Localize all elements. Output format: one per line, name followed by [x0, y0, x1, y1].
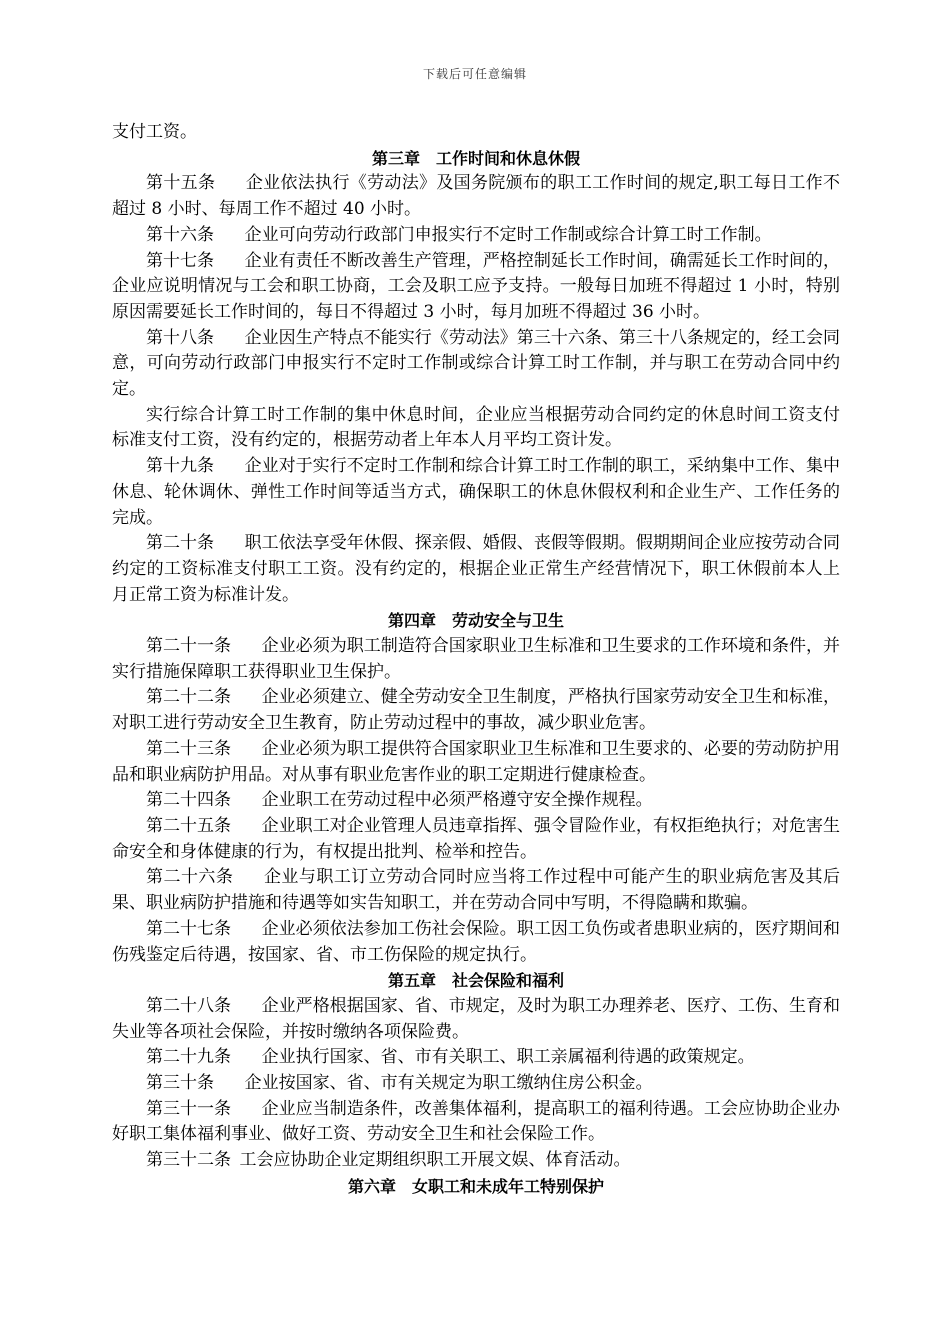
paragraph [112, 403, 840, 454]
paragraph-text: 企业必须建立、健全劳动安全卫生制度，严格执行国家劳动安全卫生和标准，对职工进行劳动安全卫生教育，防止劳动过程中的事故，减少职业危害。 [112, 687, 841, 734]
article-paragraph [112, 685, 840, 736]
paragraph-text: 企业必须为职工制造符合国家职业卫生标准和卫生要求的工作环境和条件，并实行措施保障职工获得职业卫生保护。 [112, 636, 841, 682]
article-number: 第三十条 [146, 1073, 214, 1094]
document-body [112, 120, 840, 1200]
article-paragraph [112, 917, 840, 968]
paragraph-text: 企业因生产特点不能实行《劳动法》第三十六条、第三十八条规定的，经工会同意，可向劳动行政部门申报实行不定时工作制或综合计算工时工作制，并与职工在劳动合同中约定。 [112, 327, 841, 400]
article-number: 第二十一条 [146, 636, 232, 657]
article-number: 第十七条 [146, 250, 215, 271]
article-paragraph [112, 1097, 840, 1148]
article-paragraph [112, 1071, 840, 1097]
article-paragraph [112, 634, 840, 685]
article-paragraph [112, 1045, 840, 1071]
article-paragraph [112, 994, 840, 1045]
article-number: 第二十四条 [146, 790, 231, 811]
paragraph-text: 企业应当制造条件，改善集体福利，提高职工的福利待遇。工会应协助企业办好职工集体福利事业、做好工资、劳动安全卫生和社会保险工作。 [112, 1098, 841, 1145]
paragraph-text: 企业职工在劳动过程中必须严格遵守安全操作规程。 [261, 790, 653, 811]
paragraph-text: 职工依法享受年休假、探亲假、婚假、丧假等假期。假期期间企业应按劳动合同约定的工资标准支付职工工资。没有约定的，根据企业正常生产经营情况下，职工休假前本人上月正常工资为标准计发。 [112, 533, 841, 605]
page-header: 下载后可任意编辑 [422, 67, 527, 81]
article-paragraph [112, 223, 840, 249]
paragraph-text: 支付工资。 [112, 122, 197, 142]
chapter-title: 女职工和未成年工特别保护 [412, 1176, 605, 1196]
chapter-heading [112, 608, 840, 634]
chapter-number: 第四章 [387, 611, 436, 631]
article-number: 第十八条 [146, 327, 215, 348]
chapter-heading [112, 1174, 840, 1200]
paragraph-text: 企业按国家、省、市有关规定为职工缴纳住房公积金。 [244, 1073, 653, 1094]
chapter-title: 社会保险和福利 [452, 971, 565, 991]
article-number: 第十五条 [146, 173, 216, 194]
paragraph-text: 企业职工对企业管理人员违章指挥、强令冒险作业，有权拒绝执行；对危害生命安全和身体健康的行为，有权提出批判、检举和控告。 [112, 815, 841, 862]
chapter-heading [112, 146, 840, 172]
paragraph-text: 企业与职工订立劳动合同时应当将工作过程中可能产生的职业病危害及其后果、职业病防护措施和待遇等如实告知职工，并在劳动合同中写明，不得隐瞒和欺骗。 [112, 867, 841, 914]
chapter-number: 第三章 [371, 148, 420, 168]
paragraph-text: 企业依法执行《劳动法》及国务院颁布的职工工作时间的规定,职工每日工作不超过 8 小时、每周工作不超过 40 小时。 [112, 173, 840, 220]
article-paragraph [112, 531, 840, 608]
paragraph-text: 企业有责任不断改善生产管理，严格控制延长工作时间，确需延长工作时间的，企业应说明情况与工会和职工协商，工会及职工应予支持。一般每日加班不得超过 1 小时，特别原因需要延长工作时间的，每日不得超过 3 小时，每月加班不得超过 36 小时。 [112, 250, 841, 322]
paragraph-text: 企业必须依法参加工伤社会保险。职工因工负伤或者患职业病的，医疗期间和伤残鉴定后待遇，按国家、省、市工伤保险的规定执行。 [112, 918, 841, 965]
article-number: 第二十二条 [146, 687, 232, 708]
article-number: 第二十七条 [146, 918, 232, 939]
article-number: 第三十二条 [146, 1150, 231, 1171]
article-paragraph [112, 454, 840, 531]
article-number: 第十九条 [146, 456, 215, 477]
paragraph-text: 企业必须为职工提供符合国家职业卫生标准和卫生要求的、必要的劳动防护用品和职业病防护用品。对从事有职业危害作业的职工定期进行健康检查。 [112, 738, 841, 785]
chapter-number: 第六章 [347, 1176, 396, 1196]
chapter-heading [112, 968, 840, 994]
article-paragraph [112, 326, 840, 403]
article-number: 第十六条 [146, 224, 214, 245]
article-number: 第二十九条 [146, 1047, 231, 1068]
paragraph-text: 工会应协助企业定期组织职工开展文娱、体育活动。 [239, 1150, 631, 1171]
article-paragraph [112, 171, 840, 222]
paragraph-text: 企业严格根据国家、省、市规定，及时为职工办理养老、医疗、工伤、生育和失业等各项社会保险，并按时缴纳各项保险费。 [112, 995, 841, 1042]
article-paragraph [112, 788, 840, 814]
paragraph-text: 企业可向劳动行政部门申报实行不定时工作制或综合计算工时工作制。 [244, 224, 772, 245]
paragraph [112, 120, 840, 146]
article-number: 第三十一条 [146, 1098, 232, 1119]
paragraph-text: 企业对于实行不定时工作制和综合计算工时工作制的职工，采纳集中工作、集中休息、轮休调休、弹性工作时间等适当方式，确保职工的休息休假权利和企业生产、工作任务的完成。 [112, 456, 841, 528]
article-paragraph [112, 814, 840, 865]
paragraph-text: 企业执行国家、省、市有关职工、职工亲属福利待遇的政策规定。 [261, 1047, 755, 1068]
article-paragraph [112, 865, 840, 916]
article-paragraph [112, 249, 840, 326]
article-number: 第二十三条 [146, 738, 232, 759]
chapter-number: 第五章 [387, 971, 436, 991]
article-number: 第二十六条 [146, 867, 234, 888]
article-number: 第二十条 [146, 533, 215, 554]
paragraph-text: 实行综合计算工时工作制的集中休息时间，企业应当根据劳动合同约定的休息时间工资支付标准支付工资，没有约定的，根据劳动者上年本人月平均工资计发。 [112, 404, 840, 451]
article-paragraph [112, 1148, 840, 1174]
chapter-title: 工作时间和休息休假 [436, 148, 581, 168]
chapter-title: 劳动安全与卫生 [452, 611, 565, 631]
article-number: 第二十五条 [146, 815, 232, 836]
article-number: 第二十八条 [146, 995, 232, 1016]
article-paragraph [112, 737, 840, 788]
